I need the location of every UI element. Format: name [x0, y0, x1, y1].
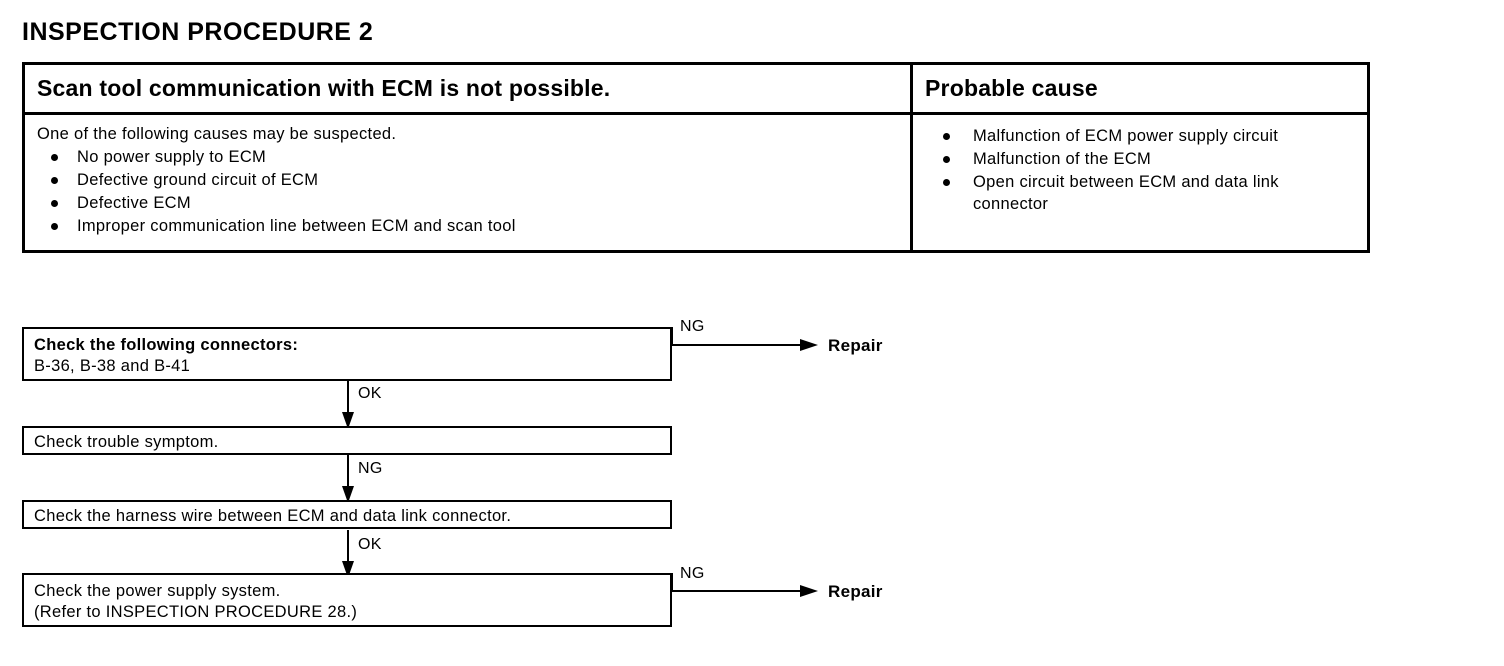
list-item — [37, 146, 898, 168]
list-item — [925, 148, 1355, 170]
table-header-cause-cell — [913, 65, 1367, 112]
flow-step-2-line1: Check trouble symptom. — [34, 433, 219, 451]
bullet-icon — [51, 200, 58, 207]
symptom-cause-list — [37, 146, 898, 237]
flow-step-check-connectors[interactable] — [22, 327, 672, 381]
bullet-icon — [51, 154, 58, 161]
probable-cause-title: Probable cause — [925, 75, 1098, 101]
symptom-title: Scan tool communication with ECM is not possible. — [37, 75, 611, 101]
list-item — [925, 125, 1355, 147]
table-body-row — [25, 115, 1367, 250]
flow-step-3-line1: Check the harness wire between ECM and data link connector. — [34, 507, 512, 525]
flow-step-check-trouble-symptom[interactable] — [22, 426, 672, 455]
list-item-label: Defective ground circuit of ECM — [77, 171, 319, 189]
list-item — [925, 171, 1355, 215]
flow-step-4-line2: (Refer to INSPECTION PROCEDURE 28.) — [34, 603, 358, 621]
bullet-icon — [943, 179, 950, 186]
list-item-label: Defective ECM — [77, 194, 191, 212]
symptom-intro-text: One of the following causes may be suspected. — [37, 125, 397, 143]
flow-step-check-harness-wire[interactable] — [22, 500, 672, 529]
symptom-detail-cell — [25, 115, 913, 250]
symptom-table — [22, 62, 1370, 253]
table-header-symptom-cell — [25, 65, 913, 112]
flow-step-check-power-supply[interactable] — [22, 573, 672, 627]
flow-result-repair-1: Repair — [828, 336, 883, 355]
list-item-label: Malfunction of the ECM — [973, 150, 1152, 168]
table-header-row — [25, 65, 1367, 115]
bullet-icon — [943, 156, 950, 163]
list-item — [37, 192, 898, 214]
flow-path-label-ok-1: OK — [358, 385, 382, 402]
flow-branch-label-ng-4: NG — [680, 565, 705, 582]
probable-cause-detail-cell — [913, 115, 1367, 250]
list-item — [37, 215, 898, 237]
flow-path-label-ok-3: OK — [358, 536, 382, 553]
flow-result-repair-2: Repair — [828, 582, 883, 601]
flow-branch-label-ng-1: NG — [680, 318, 705, 335]
flow-step-4-line1: Check the power supply system. — [34, 582, 281, 600]
flow-path-label-ng-2: NG — [358, 460, 383, 477]
bullet-icon — [51, 177, 58, 184]
list-item-label: No power supply to ECM — [77, 148, 267, 166]
bullet-icon — [51, 223, 58, 230]
list-item-label: Malfunction of ECM power supply circuit — [973, 127, 1279, 145]
list-item-label: Improper communication line between ECM and scan tool — [77, 217, 516, 235]
probable-cause-list — [925, 125, 1355, 215]
flow-step-1-line1: Check the following connectors: — [34, 336, 299, 354]
list-item-label: Open circuit between ECM and data link connector — [973, 173, 1279, 213]
flow-step-1-line2: B-36, B-38 and B-41 — [34, 357, 191, 375]
page-title: INSPECTION PROCEDURE 2 — [22, 18, 374, 46]
bullet-icon — [943, 133, 950, 140]
list-item — [37, 169, 898, 191]
